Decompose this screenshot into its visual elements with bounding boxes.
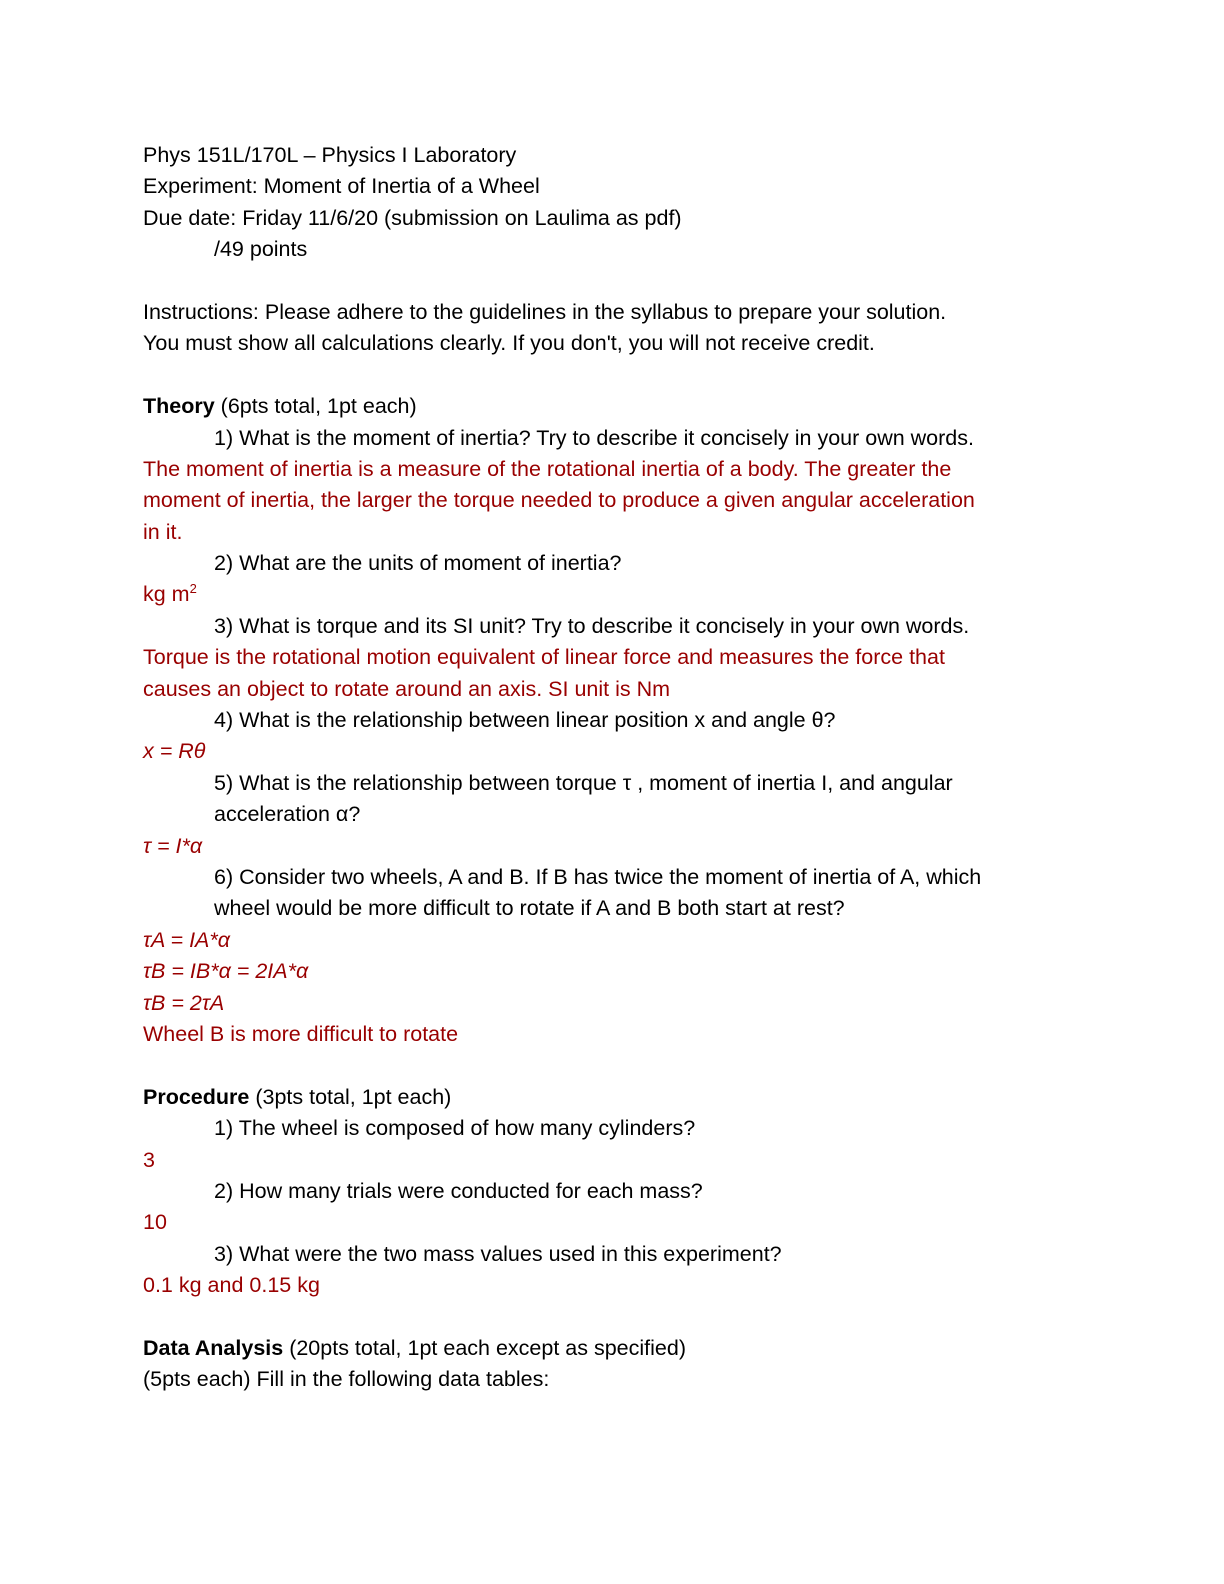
- theory-answer-1-line-2: moment of inertia, the larger the torque needed to produce a given angular acceleration: [143, 488, 975, 513]
- procedure-question-1: 1) The wheel is composed of how many cylinders?: [214, 1116, 696, 1141]
- units-exponent: 2: [189, 581, 197, 597]
- data-analysis-instruction: (5pts each) Fill in the following data tables:: [143, 1367, 550, 1392]
- theory-answer-1-line-3: in it.: [143, 519, 183, 544]
- theory-question-4: 4) What is the relationship between linear position x and angle θ?: [214, 708, 836, 733]
- spacer: [143, 360, 1083, 391]
- procedure-heading: [143, 1082, 1083, 1113]
- theory-question-5-line-2: acceleration α?: [214, 802, 361, 827]
- total-points: /49 points: [214, 237, 308, 262]
- units-base: kg m: [143, 582, 190, 607]
- document-page: [143, 140, 1083, 1396]
- spacer: [143, 1301, 1083, 1332]
- theory-answer-6-conclusion: Wheel B is more difficult to rotate: [143, 1021, 459, 1046]
- instructions-line-1: Instructions: Please adhere to the guidelines in the syllabus to prepare your solution.: [143, 299, 947, 324]
- theory-question-1: 1) What is the moment of inertia? Try to describe it concisely in your own words.: [214, 425, 974, 450]
- course-title: Phys 151L/170L – Physics I Laboratory: [143, 143, 517, 167]
- procedure-answer-1: 3: [143, 1147, 155, 1172]
- procedure-question-2: 2) How many trials were conducted for each mass?: [214, 1178, 703, 1203]
- theory-answer-6-eq-2: τB = IB*α = 2IA*α: [143, 959, 309, 984]
- experiment-title: Experiment: Moment of Inertia of a Wheel: [143, 174, 540, 199]
- theory-answer-1-line-1: The moment of inertia is a measure of the rotational inertia of a body. The greater the: [143, 456, 952, 481]
- theory-answer-4: x = Rθ: [143, 739, 206, 764]
- procedure-answer-3: 0.1 kg and 0.15 kg: [143, 1273, 320, 1298]
- instructions-line-2: You must show all calculations clearly. If you don't, you will not receive credit.: [143, 331, 875, 356]
- theory-question-5-line-1: 5) What is the relationship between torque τ , moment of inertia I, and angular: [214, 770, 953, 795]
- theory-answer-6-eq-1: τA = IA*α: [143, 927, 231, 952]
- theory-question-3: 3) What is torque and its SI unit? Try to describe it concisely in your own words.: [214, 613, 970, 638]
- procedure-answer-2: 10: [143, 1210, 167, 1235]
- due-date: Due date: Friday 11/6/20 (submission on Laulima as pdf): [143, 205, 682, 230]
- theory-answer-2: [143, 579, 1083, 610]
- procedure-title: Procedure: [143, 1084, 250, 1109]
- theory-question-6-line-1: 6) Consider two wheels, A and B. If B has twice the moment of inertia of A, which: [214, 864, 982, 889]
- procedure-points: (3pts total, 1pt each): [249, 1084, 452, 1109]
- data-analysis-points: (20pts total, 1pt each except as specified): [283, 1335, 686, 1360]
- theory-title: Theory: [143, 394, 215, 419]
- data-analysis-title: Data Analysis: [143, 1335, 284, 1360]
- procedure-question-3: 3) What were the two mass values used in this experiment?: [214, 1241, 782, 1266]
- theory-answer-3-line-1: Torque is the rotational motion equivalent of linear force and measures the force that: [143, 645, 945, 670]
- theory-points: (6pts total, 1pt each): [214, 394, 417, 419]
- spacer: [143, 266, 1083, 297]
- theory-answer-5: τ = I*α: [143, 833, 203, 858]
- theory-question-2: 2) What are the units of moment of inertia?: [214, 551, 622, 576]
- theory-heading: [143, 391, 1083, 422]
- theory-answer-3-line-2: causes an object to rotate around an axis. SI unit is Nm: [143, 676, 671, 701]
- theory-answer-6-eq-3: τB = 2τA: [143, 990, 225, 1015]
- theory-question-6-line-2: wheel would be more difficult to rotate if A and B both start at rest?: [214, 896, 845, 921]
- data-analysis-heading: [143, 1333, 1083, 1364]
- spacer: [143, 1050, 1083, 1081]
